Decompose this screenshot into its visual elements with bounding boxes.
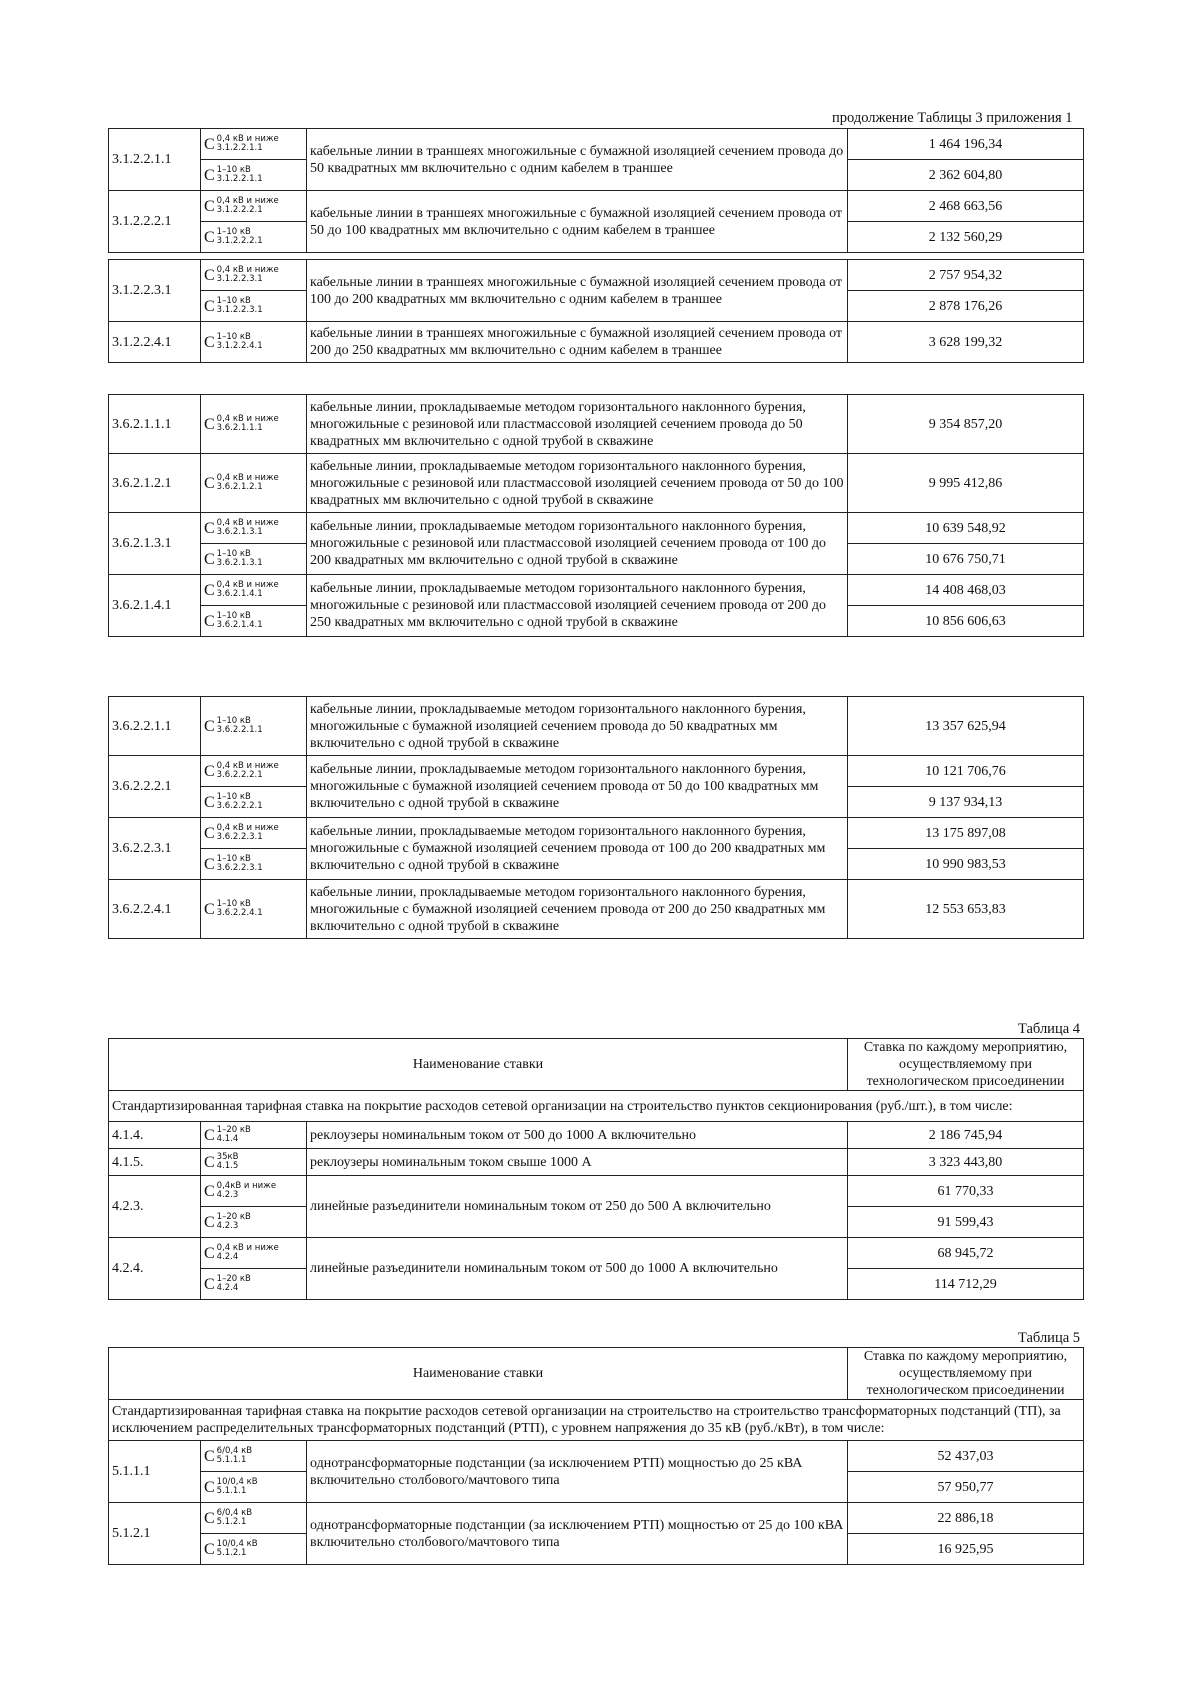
table-row <box>109 1149 1084 1176</box>
rate-value: 2 878 176,26 <box>848 291 1084 322</box>
rate-letter: C <box>204 166 215 184</box>
rate-voltage: 0,4 кВ и ниже <box>216 580 279 590</box>
rate-code: 3.6.2.1.4.1 <box>216 589 263 599</box>
rate-indices <box>217 135 279 153</box>
rate-code: 3.6.2.2.3.1 <box>216 832 263 842</box>
rate-symbol <box>201 1472 307 1503</box>
rate-indices <box>217 762 279 780</box>
rate-letter: C <box>204 1182 215 1200</box>
row-code: 3.6.2.2.4.1 <box>109 880 201 939</box>
table-row <box>109 395 1084 454</box>
rate-indices <box>217 333 263 351</box>
rate-value: 13 357 625,94 <box>848 697 1084 756</box>
row-code: 3.6.2.1.2.1 <box>109 454 201 513</box>
rate-code: 4.2.3 <box>216 1221 239 1231</box>
row-code: 3.1.2.2.3.1 <box>109 260 201 322</box>
rate-voltage: 0,4 кВ и ниже <box>216 196 279 206</box>
rate-indices <box>217 1275 251 1293</box>
rate-symbol <box>201 454 307 513</box>
rate-indices <box>217 297 263 315</box>
rate-value: 10 990 983,53 <box>848 849 1084 880</box>
rate-code: 3.1.2.2.1.1 <box>216 143 263 153</box>
table4-header-name: Наименование ставки <box>109 1039 848 1091</box>
rate-voltage: 1–10 кВ <box>216 549 251 559</box>
rate-letter: C <box>204 1153 215 1171</box>
rate-code: 5.1.1.1 <box>216 1486 247 1496</box>
rate-code: 4.2.4 <box>216 1252 239 1262</box>
table5-header-name: Наименование ставки <box>109 1348 848 1400</box>
rate-symbol <box>201 1441 307 1472</box>
row-description: кабельные линии, прокладываемые методом горизонтального наклонного бурения, многожильные с резиновой или пластмассовой изоляцией сечением провода от 100 до 200 квадратных мм включительно с одной трубой в скважине <box>307 513 848 575</box>
rate-symbol <box>201 1207 307 1238</box>
rate-code: 3.6.2.1.2.1 <box>216 482 263 492</box>
rate-value: 9 995 412,86 <box>848 454 1084 513</box>
rate-indices <box>217 855 263 873</box>
row-description: кабельные линии в траншеях многожильные с бумажной изоляцией сечением провода от 200 до 250 квадратных мм включительно с одним кабелем в траншее <box>307 322 848 363</box>
rate-symbol <box>201 880 307 939</box>
rate-symbol <box>201 160 307 191</box>
rate-indices <box>217 581 279 599</box>
rate-code: 3.6.2.2.4.1 <box>216 908 263 918</box>
rate-value: 12 553 653,83 <box>848 880 1084 939</box>
rate-voltage: 0,4 кВ и ниже <box>216 518 279 528</box>
rate-letter: C <box>204 519 215 537</box>
rate-indices <box>217 612 263 630</box>
rate-value: 3 628 199,32 <box>848 322 1084 363</box>
table-row <box>109 129 1084 160</box>
rate-value: 61 770,33 <box>848 1176 1084 1207</box>
rate-symbol <box>201 291 307 322</box>
rate-indices <box>217 1244 279 1262</box>
row-code: 3.6.2.2.2.1 <box>109 756 201 818</box>
rate-indices <box>217 824 279 842</box>
row-description: кабельные линии, прокладываемые методом горизонтального наклонного бурения, многожильные с бумажной изоляцией сечением провода от 200 до 250 квадратных мм включительно с одной трубой в скважине <box>307 880 848 939</box>
rate-code: 4.1.5 <box>216 1161 239 1171</box>
rate-letter: C <box>204 297 215 315</box>
rate-indices <box>217 519 279 537</box>
table3-group <box>108 394 1084 637</box>
row-description: кабельные линии, прокладываемые методом горизонтального наклонного бурения, многожильные с резиновой или пластмассовой изоляцией сечением провода от 200 до 250 квадратных мм включительно с одной трубой в скважине <box>307 575 848 637</box>
rate-voltage: 1–10 кВ <box>216 332 251 342</box>
rate-code: 3.1.2.2.2.1 <box>216 236 263 246</box>
rate-code: 3.6.2.2.2.1 <box>216 770 263 780</box>
row-code: 3.6.2.1.3.1 <box>109 513 201 575</box>
rate-code: 3.6.2.1.3.1 <box>216 527 263 537</box>
row-code: 4.2.3. <box>109 1176 201 1238</box>
rate-indices <box>217 900 263 918</box>
table3-group <box>108 259 1084 363</box>
row-code: 5.1.2.1 <box>109 1503 201 1565</box>
rate-voltage: 1–10 кВ <box>216 854 251 864</box>
table5 <box>108 1347 1084 1565</box>
table5-header-rate: Ставка по каждому мероприятию, осуществляемому при технологическом присоединении <box>848 1348 1084 1400</box>
table-row <box>109 1441 1084 1472</box>
rate-value: 57 950,77 <box>848 1472 1084 1503</box>
rate-voltage: 1–10 кВ <box>216 227 251 237</box>
rate-letter: C <box>204 824 215 842</box>
table-row <box>109 756 1084 787</box>
rate-value: 10 121 706,76 <box>848 756 1084 787</box>
rate-code: 3.1.2.2.4.1 <box>216 341 263 351</box>
rate-symbol <box>201 606 307 637</box>
row-code: 3.1.2.2.1.1 <box>109 129 201 191</box>
rate-letter: C <box>204 197 215 215</box>
rate-indices <box>217 1478 258 1496</box>
rate-voltage: 0,4 кВ и ниже <box>216 823 279 833</box>
rate-indices <box>217 1182 276 1200</box>
rate-letter: C <box>204 762 215 780</box>
rate-indices <box>217 166 263 184</box>
row-code: 5.1.1.1 <box>109 1441 201 1503</box>
rate-code: 3.6.2.1.3.1 <box>216 558 263 568</box>
rate-indices <box>217 228 263 246</box>
table3-caption: продолжение Таблицы 3 приложения 1 <box>832 110 1073 126</box>
rate-code: 3.6.2.1.4.1 <box>216 620 263 630</box>
rate-symbol <box>201 260 307 291</box>
rate-indices <box>217 793 263 811</box>
rate-indices <box>217 1126 251 1144</box>
rate-voltage: 1–10 кВ <box>216 899 251 909</box>
rate-letter: C <box>204 1447 215 1465</box>
rate-symbol <box>201 395 307 454</box>
rate-letter: C <box>204 1478 215 1496</box>
rate-indices <box>217 197 279 215</box>
rate-symbol <box>201 1503 307 1534</box>
rate-voltage: 1–20 кВ <box>216 1274 251 1284</box>
rate-value: 10 676 750,71 <box>848 544 1084 575</box>
row-code: 3.6.2.2.1.1 <box>109 697 201 756</box>
rate-symbol <box>201 1176 307 1207</box>
rate-voltage: 6/0,4 кВ <box>216 1508 253 1518</box>
rate-indices <box>217 474 279 492</box>
table4-caption: Таблица 4 <box>1018 1021 1081 1037</box>
rate-letter: C <box>204 855 215 873</box>
rate-value: 2 468 663,56 <box>848 191 1084 222</box>
rate-symbol <box>201 849 307 880</box>
rate-value: 52 437,03 <box>848 1441 1084 1472</box>
rate-indices <box>217 550 263 568</box>
rate-voltage: 0,4 кВ и ниже <box>216 265 279 275</box>
rate-value: 10 856 606,63 <box>848 606 1084 637</box>
rate-value: 14 408 468,03 <box>848 575 1084 606</box>
rate-value: 10 639 548,92 <box>848 513 1084 544</box>
row-description: кабельные линии в траншеях многожильные с бумажной изоляцией сечением провода от 50 до 100 квадратных мм включительно с одним кабелем в траншее <box>307 191 848 253</box>
rate-symbol <box>201 1534 307 1565</box>
table-row <box>109 1503 1084 1534</box>
row-code: 4.2.4. <box>109 1238 201 1300</box>
rate-voltage: 1–10 кВ <box>216 165 251 175</box>
rate-indices <box>217 1153 239 1171</box>
table-row <box>109 454 1084 513</box>
rate-indices <box>217 415 279 433</box>
rate-value: 68 945,72 <box>848 1238 1084 1269</box>
rate-indices <box>217 1509 252 1527</box>
rate-value: 114 712,29 <box>848 1269 1084 1300</box>
rate-code: 4.1.4 <box>216 1134 239 1144</box>
rate-symbol <box>201 513 307 544</box>
row-code: 3.1.2.2.4.1 <box>109 322 201 363</box>
rate-voltage: 1–10 кВ <box>216 792 251 802</box>
row-description: кабельные линии, прокладываемые методом горизонтального наклонного бурения, многожильные с бумажной изоляцией сечением провода от 100 до 200 квадратных мм включительно с одной трубой в скважине <box>307 818 848 880</box>
rate-indices <box>217 1213 251 1231</box>
row-description: кабельные линии в траншеях многожильные с бумажной изоляцией сечением провода до 50 квадратных мм включительно с одним кабелем в траншее <box>307 129 848 191</box>
row-description: кабельные линии, прокладываемые методом горизонтального наклонного бурения, многожильные с бумажной изоляцией сечением провода от 50 до 100 квадратных мм включительно с одной трубой в скважине <box>307 756 848 818</box>
table-row <box>109 818 1084 849</box>
rate-symbol <box>201 1149 307 1176</box>
rate-letter: C <box>204 1213 215 1231</box>
rate-symbol <box>201 322 307 363</box>
row-description: кабельные линии, прокладываемые методом горизонтального наклонного бурения, многожильные с резиновой или пластмассовой изоляцией сечением провода от 50 до 100 квадратных мм включительно с одной трубой в скважине <box>307 454 848 513</box>
rate-symbol <box>201 818 307 849</box>
rate-value: 91 599,43 <box>848 1207 1084 1238</box>
row-description: кабельные линии в траншеях многожильные с бумажной изоляцией сечением провода от 100 до 200 квадратных мм включительно с одним кабелем в траншее <box>307 260 848 322</box>
table-row <box>109 575 1084 606</box>
table-row <box>109 191 1084 222</box>
rate-code: 4.2.3 <box>216 1190 239 1200</box>
rate-letter: C <box>204 1275 215 1293</box>
rate-code: 3.6.2.2.1.1 <box>216 725 263 735</box>
table-row <box>109 880 1084 939</box>
rate-voltage: 1–20 кВ <box>216 1125 251 1135</box>
table-row <box>109 697 1084 756</box>
rate-voltage: 1–10 кВ <box>216 716 251 726</box>
rate-code: 3.1.2.2.3.1 <box>216 305 263 315</box>
rate-symbol <box>201 756 307 787</box>
row-description: однотрансформаторные подстанции (за исключением РТП) мощностью от 25 до 100 кВА включительно столбового/мачтового типа <box>307 1503 848 1565</box>
rate-value: 3 323 443,80 <box>848 1149 1084 1176</box>
rate-indices <box>217 266 279 284</box>
rate-letter: C <box>204 228 215 246</box>
table-row <box>109 322 1084 363</box>
table5-note: Стандартизированная тарифная ставка на покрытие расходов сетевой организации на строительство на строительство трансформаторных подстанций (ТП), за исключением распределительных трансформаторных подстанций (РТП), с уровнем напряжения до 35 кВ (руб./кВт), в том числе: <box>109 1400 1084 1441</box>
rate-letter: C <box>204 717 215 735</box>
rate-code: 3.6.2.1.1.1 <box>216 423 263 433</box>
row-description: кабельные линии, прокладываемые методом горизонтального наклонного бурения, многожильные с резиновой или пластмассовой изоляцией сечением провода до 50 квадратных мм включительно с одной трубой в скважине <box>307 395 848 454</box>
table5-caption: Таблица 5 <box>1018 1330 1081 1346</box>
table-row <box>109 1238 1084 1269</box>
rate-code: 5.1.1.1 <box>216 1455 247 1465</box>
rate-voltage: 1–10 кВ <box>216 296 251 306</box>
row-description: реклоузеры номинальным током свыше 1000 А <box>307 1149 848 1176</box>
row-code: 3.6.2.1.4.1 <box>109 575 201 637</box>
rate-letter: C <box>204 1509 215 1527</box>
rate-value: 22 886,18 <box>848 1503 1084 1534</box>
rate-symbol <box>201 191 307 222</box>
rate-voltage: 6/0,4 кВ <box>216 1446 253 1456</box>
rate-value: 2 186 745,94 <box>848 1122 1084 1149</box>
rate-letter: C <box>204 581 215 599</box>
rate-voltage: 10/0,4 кВ <box>216 1539 258 1549</box>
row-code: 4.1.5. <box>109 1149 201 1176</box>
rate-letter: C <box>204 550 215 568</box>
table-row <box>109 1176 1084 1207</box>
rate-letter: C <box>204 900 215 918</box>
rate-code: 3.1.2.2.1.1 <box>216 174 263 184</box>
rate-letter: C <box>204 612 215 630</box>
rate-code: 3.1.2.2.3.1 <box>216 274 263 284</box>
rate-value: 2 757 954,32 <box>848 260 1084 291</box>
rate-code: 3.1.2.2.2.1 <box>216 205 263 215</box>
rate-code: 3.6.2.2.3.1 <box>216 863 263 873</box>
rate-voltage: 10/0,4 кВ <box>216 1477 258 1487</box>
row-description: линейные разъединители номинальным током от 250 до 500 А включительно <box>307 1176 848 1238</box>
table4-header-rate: Ставка по каждому мероприятию, осуществляемому при технологическом присоединении <box>848 1039 1084 1091</box>
row-code: 3.1.2.2.2.1 <box>109 191 201 253</box>
rate-symbol <box>201 1269 307 1300</box>
rate-value: 9 354 857,20 <box>848 395 1084 454</box>
rate-indices <box>217 717 263 735</box>
rate-voltage: 35кВ <box>216 1152 239 1162</box>
row-code: 3.6.2.1.1.1 <box>109 395 201 454</box>
rate-voltage: 1–10 кВ <box>216 611 251 621</box>
rate-indices <box>217 1447 252 1465</box>
rate-value: 1 464 196,34 <box>848 129 1084 160</box>
table-row <box>109 260 1084 291</box>
rate-letter: C <box>204 135 215 153</box>
table3-group <box>108 128 1084 253</box>
rate-value: 2 132 560,29 <box>848 222 1084 253</box>
rate-code: 3.6.2.2.2.1 <box>216 801 263 811</box>
rate-letter: C <box>204 1244 215 1262</box>
rate-value: 16 925,95 <box>848 1534 1084 1565</box>
rate-symbol <box>201 787 307 818</box>
rate-letter: C <box>204 333 215 351</box>
table4 <box>108 1038 1084 1300</box>
rate-code: 5.1.2.1 <box>216 1548 247 1558</box>
rate-value: 2 362 604,80 <box>848 160 1084 191</box>
rate-letter: C <box>204 474 215 492</box>
rate-voltage: 0,4 кВ и ниже <box>216 761 279 771</box>
rate-voltage: 0,4 кВ и ниже <box>216 473 279 483</box>
rate-code: 5.1.2.1 <box>216 1517 247 1527</box>
row-description: кабельные линии, прокладываемые методом горизонтального наклонного бурения, многожильные с бумажной изоляцией сечением провода до 50 квадратных мм включительно с одной трубой в скважине <box>307 697 848 756</box>
row-code: 4.1.4. <box>109 1122 201 1149</box>
row-description: линейные разъединители номинальным током от 500 до 1000 А включительно <box>307 1238 848 1300</box>
rate-letter: C <box>204 266 215 284</box>
rate-value: 13 175 897,08 <box>848 818 1084 849</box>
rate-symbol <box>201 1238 307 1269</box>
table-row <box>109 513 1084 544</box>
rate-letter: C <box>204 1126 215 1144</box>
rate-symbol <box>201 575 307 606</box>
rate-code: 4.2.4 <box>216 1283 239 1293</box>
rate-symbol <box>201 697 307 756</box>
rate-letter: C <box>204 1540 215 1558</box>
rate-value: 9 137 934,13 <box>848 787 1084 818</box>
row-description: однотрансформаторные подстанции (за исключением РТП) мощностью до 25 кВА включительно столбового/мачтового типа <box>307 1441 848 1503</box>
rate-indices <box>217 1540 258 1558</box>
rate-voltage: 0,4кВ и ниже <box>216 1181 277 1191</box>
rate-symbol <box>201 129 307 160</box>
row-description: реклоузеры номинальным током от 500 до 1000 А включительно <box>307 1122 848 1149</box>
table-row <box>109 1122 1084 1149</box>
rate-symbol <box>201 1122 307 1149</box>
table4-note: Стандартизированная тарифная ставка на покрытие расходов сетевой организации на строительство пунктов секционирования (руб./шт.), в том числе: <box>109 1091 1084 1122</box>
rate-letter: C <box>204 793 215 811</box>
rate-symbol <box>201 222 307 253</box>
row-code: 3.6.2.2.3.1 <box>109 818 201 880</box>
rate-voltage: 0,4 кВ и ниже <box>216 1243 279 1253</box>
rate-voltage: 0,4 кВ и ниже <box>216 134 279 144</box>
rate-voltage: 1–20 кВ <box>216 1212 251 1222</box>
rate-symbol <box>201 544 307 575</box>
rate-voltage: 0,4 кВ и ниже <box>216 414 279 424</box>
rate-letter: C <box>204 415 215 433</box>
table3-group <box>108 696 1084 939</box>
